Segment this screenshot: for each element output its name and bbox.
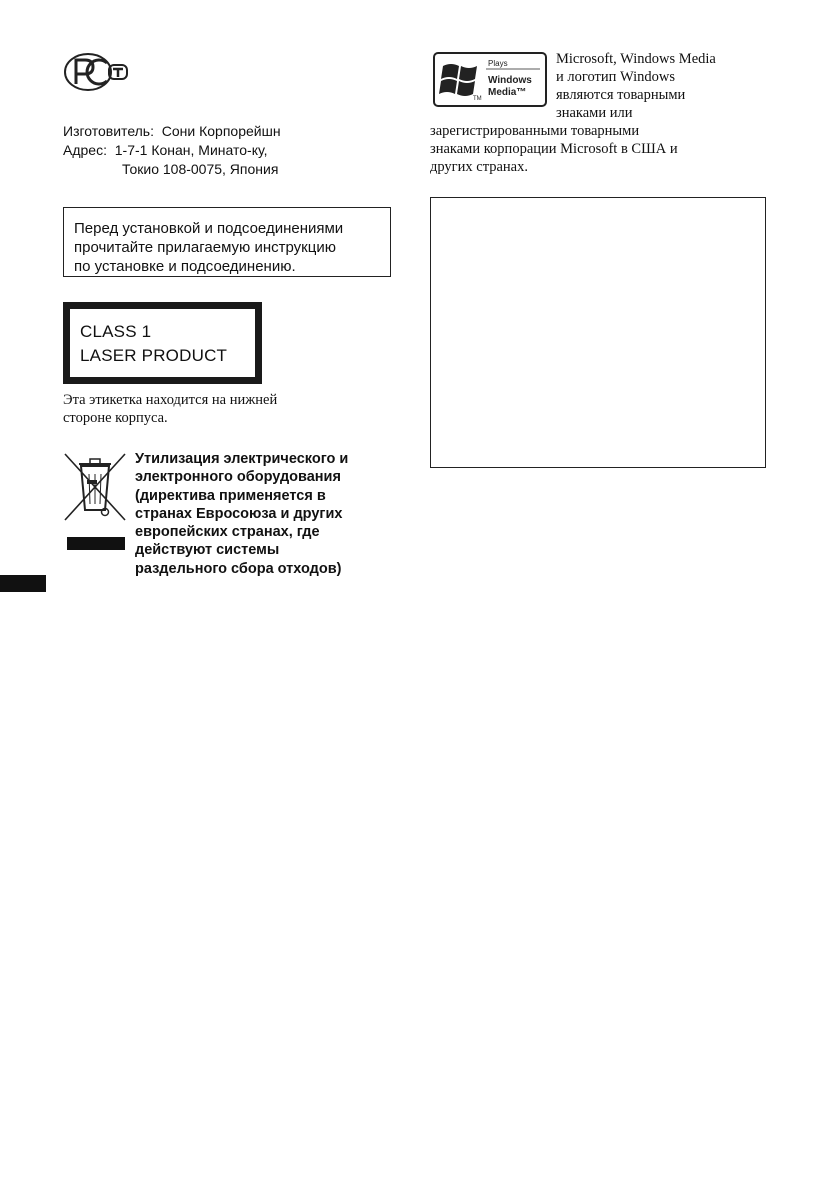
pct-mark-icon	[63, 52, 135, 92]
media-text: Media™	[488, 87, 527, 98]
weee-line: (директива применяется в	[135, 487, 326, 504]
laser-class-text: CLASS 1	[80, 322, 152, 341]
weee-line: странах Евросоюза и других	[135, 505, 343, 522]
microsoft-trademark-text-bottom	[430, 122, 770, 176]
address-row-2	[63, 160, 281, 179]
address-row	[63, 141, 281, 160]
pct-certification-logo	[63, 52, 135, 92]
weee-line: электронного оборудования	[135, 469, 341, 486]
notice-line: по установке и подсоединению.	[74, 258, 296, 275]
weee-disposal-heading	[135, 450, 400, 578]
trademark-line: других странах.	[430, 159, 528, 175]
maker-value: Сони Корпорейшн	[161, 123, 281, 139]
notice-line: Перед установкой и подсоединениями	[74, 220, 344, 237]
trademark-line: зарегистрированными товарными	[430, 123, 640, 139]
laser-product-text: LASER PRODUCT	[80, 346, 228, 365]
trademark-line: знаками или	[556, 105, 633, 121]
address-label: Адрес:	[63, 142, 107, 158]
installation-notice-box	[63, 207, 391, 277]
tm-mark: TM	[473, 96, 482, 102]
manufacturer-info	[63, 122, 281, 179]
trademark-line: знаками корпорации Microsoft в США и	[430, 141, 678, 157]
maker-row	[63, 122, 281, 141]
laser-product-label	[63, 302, 262, 384]
weee-line: раздельного сбора отходов)	[135, 560, 342, 577]
empty-notes-box	[430, 197, 766, 468]
weee-line: Утилизация электрического и	[135, 451, 349, 467]
windows-text: Windows	[488, 75, 532, 86]
laser-note-line: Эта этикетка находится на нижней	[63, 392, 278, 408]
laser-label-note	[63, 391, 363, 427]
trademark-line: являются товарными	[556, 87, 686, 103]
plays-text: Plays	[488, 59, 508, 68]
page-side-tab	[0, 575, 46, 592]
crossed-out-wheelie-bin-icon	[63, 452, 127, 552]
trademark-line: и логотип Windows	[556, 69, 675, 85]
weee-line: европейских странах, где	[135, 524, 320, 541]
weee-line: действуют системы	[135, 542, 280, 559]
address-line-2: Токио 108-0075, Япония	[122, 161, 279, 177]
maker-label: Изготовитель:	[63, 123, 154, 139]
microsoft-trademark-text-top	[556, 50, 776, 122]
laser-note-line: стороне корпуса.	[63, 410, 168, 426]
address-line-1: 1-7-1 Конан, Минато-ку,	[114, 142, 268, 158]
plays-windows-media-logo	[433, 52, 547, 107]
trademark-line: Microsoft, Windows Media	[556, 51, 716, 67]
notice-line: прочитайте прилагаемую инструкцию	[74, 239, 336, 256]
